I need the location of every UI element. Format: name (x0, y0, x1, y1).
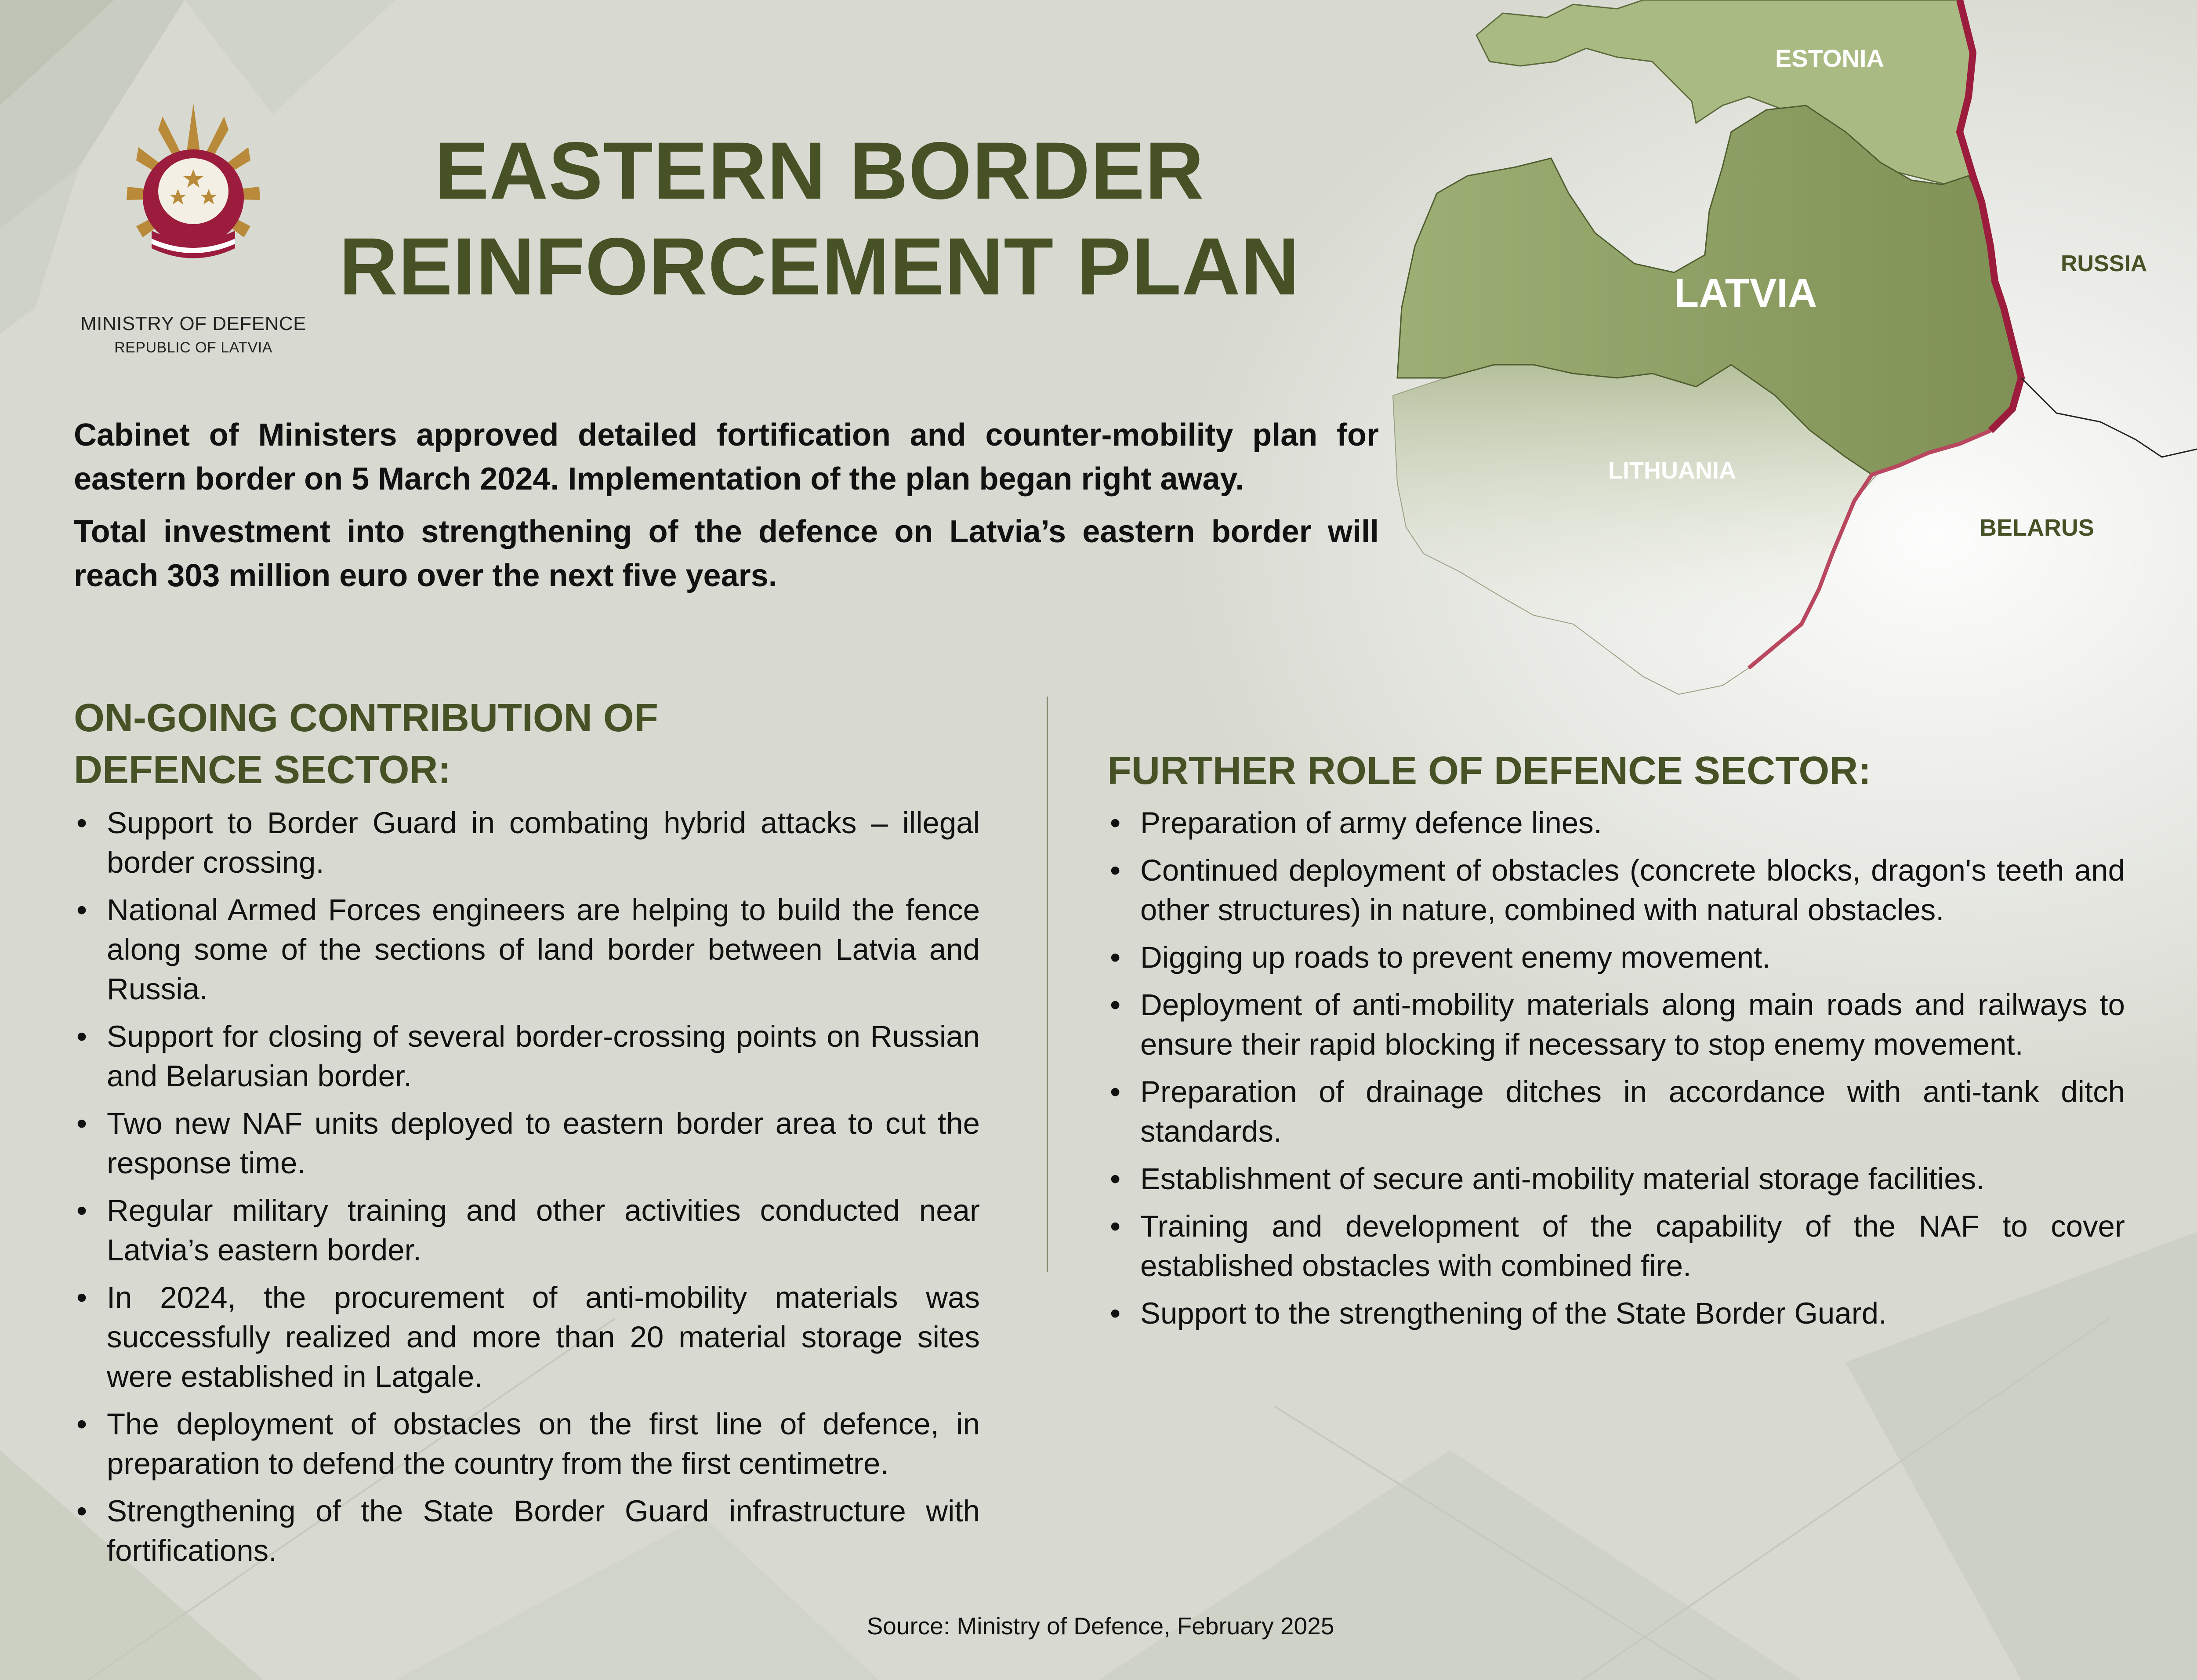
bullet-icon: • (1110, 988, 1121, 1022)
map-label-russia: RUSSIA (2061, 251, 2147, 276)
list-item: • Continued deployment of obstacles (concrete blocks, dragon's teeth and other structures) in nature, combined with natural obstacles. (1107, 851, 2125, 930)
russia-belarus-line (2021, 378, 2197, 457)
list-item: • Training and development of the capability of the NAF to cover established obstacles with combined fire. (1107, 1207, 2125, 1286)
source-note: Source: Ministry of Defence, February 2025 (866, 1612, 1334, 1640)
list-item: • Support for closing of several border-crossing points on Russian and Belarusian border. (74, 1017, 980, 1096)
title-line-1: EASTERN BORDER (435, 126, 1204, 216)
list-item: • Deployment of anti-mobility materials along main roads and railways to ensure their rapid blocking if necessary to stop enemy movement. (1107, 985, 2125, 1064)
bullet-icon: • (76, 1407, 87, 1441)
bullet-icon: • (1110, 1296, 1121, 1330)
page-title (308, 123, 1331, 315)
bullet-icon: • (1110, 940, 1121, 974)
bullet-icon: • (1110, 1162, 1121, 1196)
list-item: • Strengthening of the State Border Guard infrastructure with fortifications. (74, 1491, 980, 1571)
list-item: • Two new NAF units deployed to eastern border area to cut the response time. (74, 1104, 980, 1183)
right-bullet-list (1107, 803, 2125, 1341)
left-heading-line-2: DEFENCE SECTOR: (74, 748, 451, 792)
list-item: • In 2024, the procurement of anti-mobility materials was successfully realized and more than 20 material storage sites were established in Latgale. (74, 1278, 980, 1397)
baltic-map (1389, 0, 2197, 721)
list-item: • Regular military training and other activities conducted near Latvia’s eastern border. (74, 1191, 980, 1270)
intro-paragraph-2: Total investment into strengthening of the defence on Latvia’s eastern border will reach 303 million euro over the next five years. (74, 514, 1379, 593)
intro-paragraph-1: Cabinet of Ministers approved detailed fortification and counter-mobility plan for eastern border on 5 March 2024. Implementation of the plan began right away. (74, 417, 1379, 497)
bullet-icon: • (1110, 806, 1121, 840)
bullet-icon: • (76, 1020, 87, 1053)
left-section-heading (74, 692, 953, 796)
bullet-icon: • (76, 1494, 87, 1528)
list-item: • Support to Border Guard in combating hybrid attacks – illegal border crossing. (74, 803, 980, 882)
bullet-icon: • (76, 1194, 87, 1227)
right-section-heading: FURTHER ROLE OF DEFENCE SECTOR: (1107, 749, 1871, 793)
list-item: • The deployment of obstacles on the first line of defence, in preparation to defend the country from the first centimetre. (74, 1404, 980, 1484)
bullet-icon: • (76, 893, 87, 927)
republic-name: REPUBLIC OF LATVIA (114, 339, 272, 356)
map-shapes (1389, 0, 2197, 721)
title-line-2: REINFORCEMENT PLAN (339, 221, 1300, 312)
list-item: • Preparation of army defence lines. (1107, 803, 2125, 843)
column-divider (1047, 697, 1048, 1272)
ministry-name: MINISTRY OF DEFENCE (80, 313, 306, 334)
map-label-latvia: LATVIA (1674, 271, 1817, 316)
list-item: • Preparation of drainage ditches in accordance with anti-tank ditch standards. (1107, 1072, 2125, 1151)
bullet-icon: • (1110, 853, 1121, 887)
list-item: • Digging up roads to prevent enemy movement. (1107, 938, 2125, 977)
bullet-icon: • (1110, 1075, 1121, 1109)
map-label-lithuania: LITHUANIA (1608, 457, 1736, 484)
list-item: • National Armed Forces engineers are helping to build the fence along some of the sections of land border between Latvia and Russia. (74, 890, 980, 1009)
left-heading-line-1: ON-GOING CONTRIBUTION OF (74, 696, 658, 740)
bullet-icon: • (1110, 1209, 1121, 1243)
ministry-of-defence-emblem-icon (119, 99, 268, 292)
bullet-icon: • (76, 1107, 87, 1140)
list-item: • Support to the strengthening of the State Border Guard. (1107, 1294, 2125, 1333)
intro (74, 413, 1379, 606)
map-label-estonia: ESTONIA (1775, 44, 1884, 72)
bullet-icon: • (76, 1281, 87, 1314)
list-item: • Establishment of secure anti-mobility material storage facilities. (1107, 1159, 2125, 1199)
map-label-belarus: BELARUS (1979, 515, 2095, 541)
left-bullet-list (74, 803, 980, 1578)
bullet-icon: • (76, 806, 87, 840)
